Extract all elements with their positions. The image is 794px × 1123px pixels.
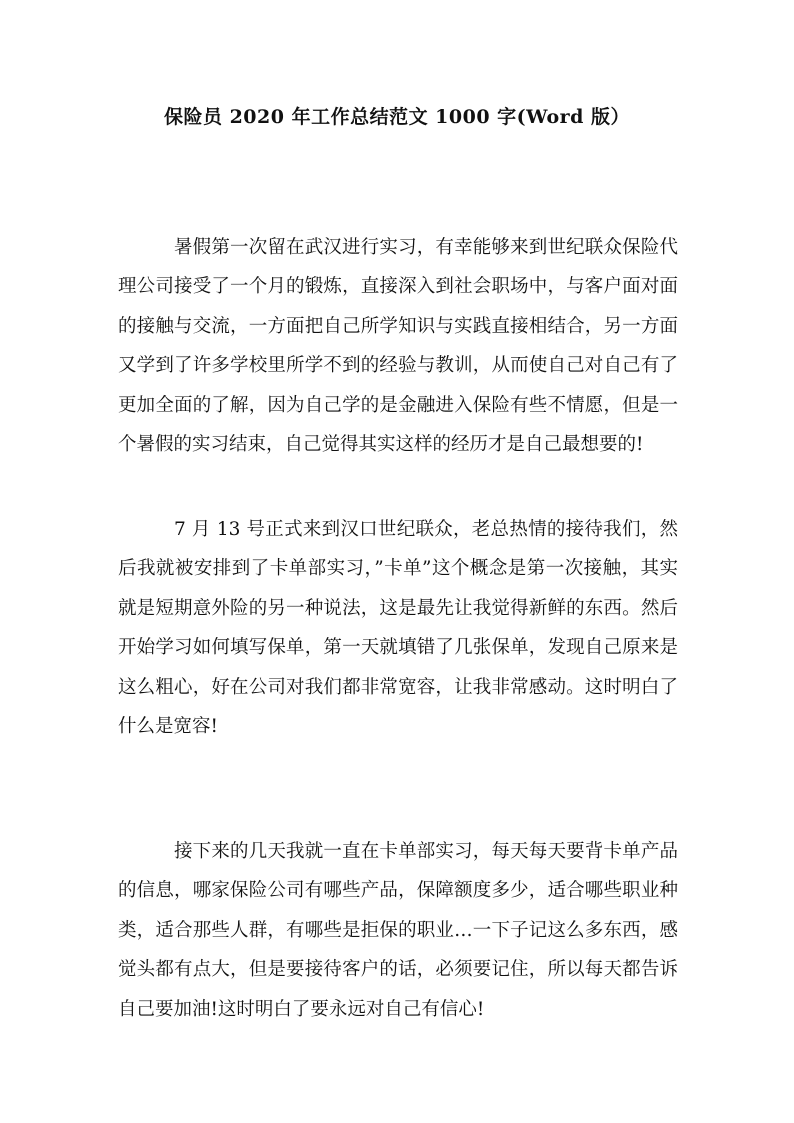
paragraph-line: 就是短期意外险的另一种说法，这是最先让我觉得新鲜的东西。然后 bbox=[118, 597, 678, 619]
paragraph-line: 这么粗心，好在公司对我们都非常宽容，让我非常感动。这时明白了 bbox=[118, 676, 678, 698]
paragraph-line: 7 月 13 号正式来到汉口世纪联众，老总热情的接待我们，然 bbox=[174, 519, 678, 540]
paragraph-line: 暑假第一次留在武汉进行实习，有幸能够来到世纪联众保险代 bbox=[174, 237, 678, 258]
paragraph-line: 什么是宽容! bbox=[118, 715, 218, 737]
paragraph-line: 个暑假的实习结束，自己觉得其实这样的经历才是自己最想要的! bbox=[118, 433, 644, 455]
paragraph-line: 的接触与交流，一方面把自己所学知识与实践直接相结合，另一方面 bbox=[118, 315, 678, 337]
paragraph-3 bbox=[118, 832, 678, 1029]
paragraph-line: 又学到了许多学校里所学不到的经验与教训，从而使自己对自己有了 bbox=[118, 355, 678, 377]
paragraph-line: 类，适合那些人群，有哪些是拒保的职业…一下子记这么多东西，感 bbox=[118, 919, 678, 941]
paragraph-line: 接下来的几天我就一直在卡单部实习，每天每天要背卡单产品 bbox=[174, 841, 678, 862]
paragraph-line: 开始学习如何填写保单，第一天就填错了几张保单，发现自己原来是 bbox=[118, 637, 678, 659]
paragraph-line: 后我就被安排到了卡单部实习，”卡单”这个概念是第一次接触，其实 bbox=[118, 558, 678, 580]
paragraph-line: 觉头都有点大，但是要接待客户的话，必须要记住，所以每天都告诉 bbox=[118, 959, 678, 981]
paragraph-line: 理公司接受了一个月的锻炼，直接深入到社会职场中，与客户面对面 bbox=[118, 276, 678, 298]
document-title: 保险员 2020 年工作总结范文 1000 字(Word 版） bbox=[163, 106, 631, 128]
paragraph-2 bbox=[118, 510, 678, 746]
paragraph-line: 的信息，哪家保险公司有哪些产品，保障额度多少，适合哪些职业种 bbox=[118, 880, 678, 902]
paragraph-1 bbox=[118, 228, 678, 464]
paragraph-line: 更加全面的了解，因为自己学的是金融进入保险有些不情愿，但是一 bbox=[118, 394, 678, 416]
paragraph-line: 自己要加油!这时明白了要永远对自己有信心! bbox=[118, 998, 485, 1020]
